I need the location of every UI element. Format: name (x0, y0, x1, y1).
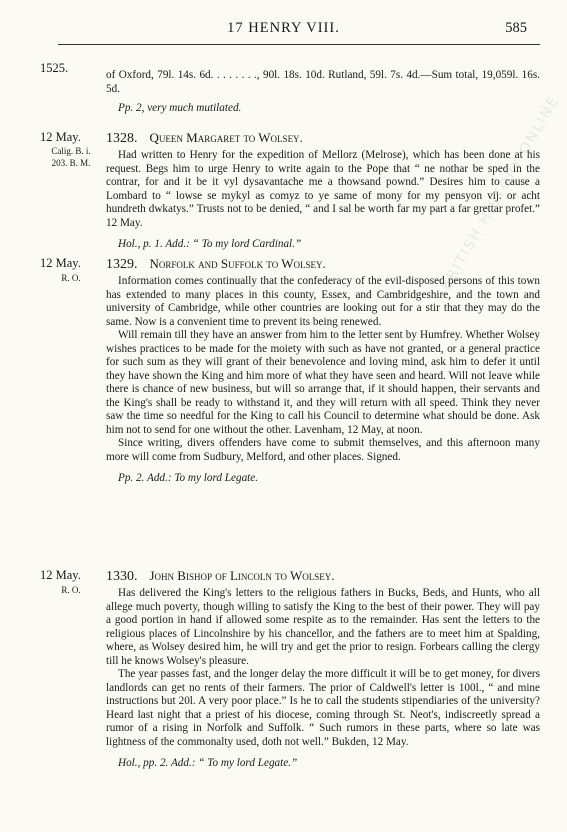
entry-1329-number: 1329. (106, 257, 138, 272)
continuation-note: Pp. 2, very much mutilated. (118, 102, 242, 114)
entry-1329-heading (106, 256, 326, 273)
page-number: 585 (505, 20, 527, 36)
entry-1330-title: John Bishop of Lincoln to Wolsey. (149, 568, 335, 583)
entry-1329-date: 12 May. (40, 256, 81, 270)
entry-1329-paragraph: Information comes continually that the confederacy of the evil-disposed persons of this town has extended to many places in this county, Essex, and Cambridgeshire, and the town and university of Cambridge, while other countries are looking out for a stir that they may do the same. Now is a convenient time to prevent its being renewed. (106, 275, 540, 328)
entry-1329-paragraph: Will remain till they have an answer from him to the letter sent by Humfrey. Whether Wolsey wishes practices to be made for the moiety with such as have not granted, or a general practice for such sum as they will grant of their benevolence and loving mind, ask him to defer it until they have shown the King and him more of what they have seen and heard. Will not leave while there is chance of new business, but will so arrange that, if it should happen, their servants and the King's shall be ready to withstand it, and they will return with all speed. Think they never saw the time so needful for the King to call his Council to determine what should be done. Ask him not to send for one without the other. Lavenham, 12 May, at noon. (106, 329, 540, 436)
entry-1329-title: Norfolk and Suffolk to Wolsey. (149, 256, 326, 271)
entry-1330-source: R. O. (61, 585, 81, 595)
entry-1328-number: 1328. (106, 131, 138, 146)
entry-1330-note: Hol., pp. 2. Add.: “ To my lord Legate.” (118, 757, 298, 769)
entry-1330-body (106, 587, 540, 771)
continuation-date: 1525. (40, 61, 69, 75)
header-rule (58, 44, 540, 45)
continuation-text (106, 69, 540, 116)
entry-1330-paragraph: Has delivered the King's letters to the religious fathers in Bucks, Beds, and Hunts, who all allege much poverty, though willing to satisfy the King to the best of their power. They will pay a good portion in hand if allowed some respite as to the remainder. Has sent the letters to the religious places of Lincolnshire by his chancellor, and the fathers are to meet him at Spalding, where, as Wolsey desired him, he will try and get the prior to resign. Forbears calling the clergy till he knows Wolsey's pleasure. (106, 587, 540, 667)
running-title: 17 HENRY VIII. (227, 20, 340, 36)
entry-1330-date: 12 May. (40, 568, 81, 582)
entry-1330-heading (106, 568, 335, 585)
continuation-paragraph: of Oxford, 79l. 14s. 6d. . . . . . . ., 90l. 18s. 10d. Rutland, 59l. 7s. 4d.—Sum total, 19,059l. 16s. 5d. (106, 69, 540, 95)
entry-1328-heading (106, 130, 303, 147)
entry-1328-title: Queen Margaret to Wolsey. (149, 130, 303, 145)
entry-1328-paragraph: Had written to Henry for the expedition of Mellorz (Melrose), which has been done at his request. Begs him to urge Henry to write again to the Pope that “ ne nothar be sped in the contrar, for and it be it vyl dysavantache me a thowsand pownd.” Desires him to cause a Lombard to “ lowse se mykyl as comyz to ye same of mony for my pensyon vij. or acht hundreth dwkatys.” Trusts not to be denied, “ and I sal be worth far my part a far grettar profet.” 12 May. (106, 149, 540, 229)
entry-1328-date: 12 May. (40, 130, 81, 144)
entry-1329-note: Pp. 2. Add.: To my lord Legate. (118, 472, 259, 484)
entry-1328-note: Hol., p. 1. Add.: “ To my lord Cardinal.” (118, 238, 302, 250)
watermark: BRITISH HISTORY ONLINE (438, 92, 563, 294)
entry-1330-number: 1330. (106, 569, 138, 584)
entry-1329-paragraph: Since writing, divers offenders have come to submit themselves, and this afternoon many more will come from Sudbury, Melford, and other places. Signed. (106, 437, 540, 463)
entry-1329-source: R. O. (61, 273, 81, 283)
entry-1330-paragraph: The year passes fast, and the longer delay the more difficult it will be to get money, for divers landlords can get no rents of their farmers. The prior of Caldwell's letter is 100l., “ and mine instructions but 20l. A very poor place.” Is he to call the students stipendiaries of the university? Heard last night that a priest of his diocese, coming through St. Neot's, indiscreetly spread a rumor of a rising in Norfolk and Suffolk. “ Such rumors in these parts, where so late was lightness of the commonalty used, doth not well.” Bukden, 12 May. (106, 668, 540, 748)
entry-1329-body (106, 275, 540, 486)
entry-1328-source: Calig. B. i. 203. B. M. (51, 146, 91, 168)
